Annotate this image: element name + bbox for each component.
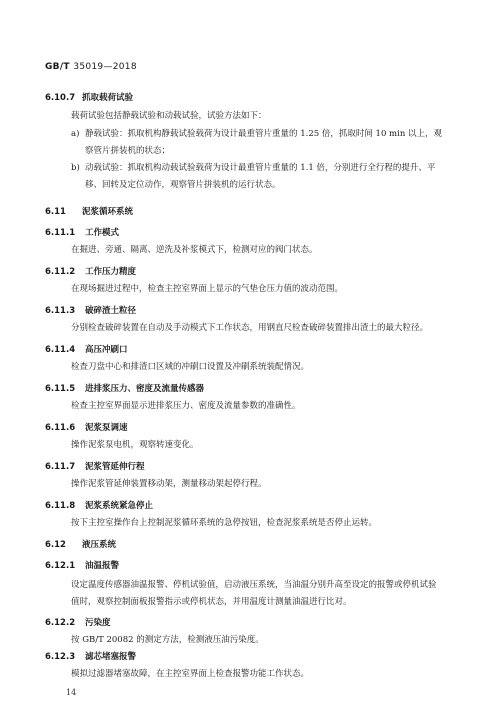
section-number: 6.12.1 [45, 561, 76, 571]
section-number: 6.12.2 [45, 618, 76, 628]
section-heading-6-11-2 [45, 265, 136, 277]
section-title: 泥浆循环系统 [81, 207, 133, 217]
section-body-6-11-5: 检查主控室界面显示进排浆压力、密度及流量参数的准确性。 [71, 401, 301, 411]
section-number: 6.12 [45, 540, 66, 550]
list-item-line: 动载试验：抓取机构动载试验载荷为设计最重管片重量的 1.1 倍，分别进行全行程的提升、平 [85, 163, 436, 173]
section-heading-6-11-4 [45, 343, 127, 355]
section-title: 滤芯堵塞报警 [84, 652, 136, 662]
page-number: 14 [66, 688, 77, 697]
section-body-6-12-1 [71, 577, 437, 610]
section-body-6-11-2: 在现场掘进过程中，检查主控室界面上显示的气垫仓压力值的波动范围。 [71, 284, 344, 294]
section-heading-6-12 [45, 538, 116, 550]
section-heading-6-11 [45, 205, 133, 217]
section-title: 液压系统 [81, 540, 116, 550]
section-title: 破碎渣土粒径 [84, 306, 136, 316]
section-heading-6-10-7 [45, 91, 133, 103]
section-number: 6.10.7 [45, 93, 76, 103]
section-title: 泥浆泵调速 [84, 423, 128, 433]
section-title: 工作压力精度 [84, 267, 136, 277]
section-title: 油温报警 [84, 561, 119, 571]
list-item-line: 移、回转及定位动作，观察管片拼装机的运行状态。 [85, 179, 281, 190]
section-heading-6-11-8 [45, 499, 153, 511]
section-body-line: 设定温度传感器油温报警、停机试验值，启动液压系统，当油温分别升高至设定的报警或停机试验 [71, 580, 437, 590]
list-item-line: 察管片拼装机的状态； [85, 145, 171, 156]
section-heading-6-11-3 [45, 304, 136, 316]
section-body-6-11-6: 操作泥浆泵电机，观察转速变化。 [71, 440, 199, 450]
standard-code [45, 62, 137, 72]
section-body-6-11-4: 检查刀盘中心和排渣口区域的冲刷口设置及冲刷系统装配情况。 [71, 362, 310, 372]
section-title: 高压冲刷口 [84, 345, 128, 355]
section-heading-6-11-6 [45, 421, 127, 433]
section-body-line: 值时，观察控制面板报警指示或停机状态，并用温度计测量油温进行比对。 [71, 596, 352, 607]
section-body-6-11-1: 在掘进、旁通、隔离、逆洗及补浆模式下，检测对应的阀门状态。 [71, 245, 318, 255]
section-title: 进排浆压力、密度及流量传感器 [84, 384, 204, 394]
section-number: 6.11.5 [45, 384, 76, 394]
section-heading-6-12-1 [45, 559, 119, 571]
list-marker: b) [71, 163, 80, 173]
section-body-6-11-7: 操作泥浆管延伸装置移动架，测量移动架起停行程。 [71, 479, 267, 489]
standard-number: 35019—2018 [73, 62, 137, 72]
section-title: 污染度 [84, 618, 111, 628]
section-number: 6.11.2 [45, 267, 76, 277]
section-heading-6-12-2 [45, 616, 110, 628]
section-title: 抓取载荷试验 [81, 93, 133, 103]
section-heading-6-11-5 [45, 382, 204, 394]
section-number: 6.11.4 [45, 345, 76, 355]
list-marker: a) [71, 129, 80, 139]
section-number: 6.11.6 [45, 423, 76, 433]
section-heading-6-11-7 [45, 460, 144, 472]
section-title: 工作模式 [84, 228, 119, 238]
section-body-6-12-3: 模拟过滤器堵塞故障，在主控室界面上检查报警功能工作状态。 [71, 669, 310, 679]
standard-prefix: GB/T [45, 62, 70, 72]
section-body-6-11-8: 按下主控室操作台上控制泥浆循环系统的急停按钮，检查泥浆系统是否停止运转。 [71, 518, 378, 528]
section-number: 6.11.7 [45, 462, 76, 472]
section-title: 泥浆系统紧急停止 [84, 501, 153, 511]
section-number: 6.11.3 [45, 306, 76, 316]
section-heading-6-11-1 [45, 226, 119, 238]
section-body-6-11-3: 分别检查破碎装置在自动及手动模式下工作状态，用钢直尺检查破碎装置排出渣土的最大粒径。 [71, 323, 429, 333]
list-item-a [71, 126, 443, 156]
section-number: 6.11.1 [45, 228, 76, 238]
section-body-6-12-2: 按 GB/T 20082 的测定方法，检测液压油污染度。 [71, 635, 264, 645]
section-body-6-10-7-intro: 载荷试验包括静载试验和动载试验，试验方法如下： [71, 111, 267, 121]
section-title: 泥浆管延伸行程 [84, 462, 145, 472]
list-item-b [71, 160, 436, 190]
section-number: 6.12.3 [45, 652, 76, 662]
list-item-line: 静载试验：抓取机构静载试验载荷为设计最重管片重量的 1.25 倍，抓取时间 10 min 以上，观 [85, 129, 443, 139]
section-number: 6.11 [45, 207, 66, 217]
section-number: 6.11.8 [45, 501, 76, 511]
section-heading-6-12-3 [45, 650, 136, 662]
